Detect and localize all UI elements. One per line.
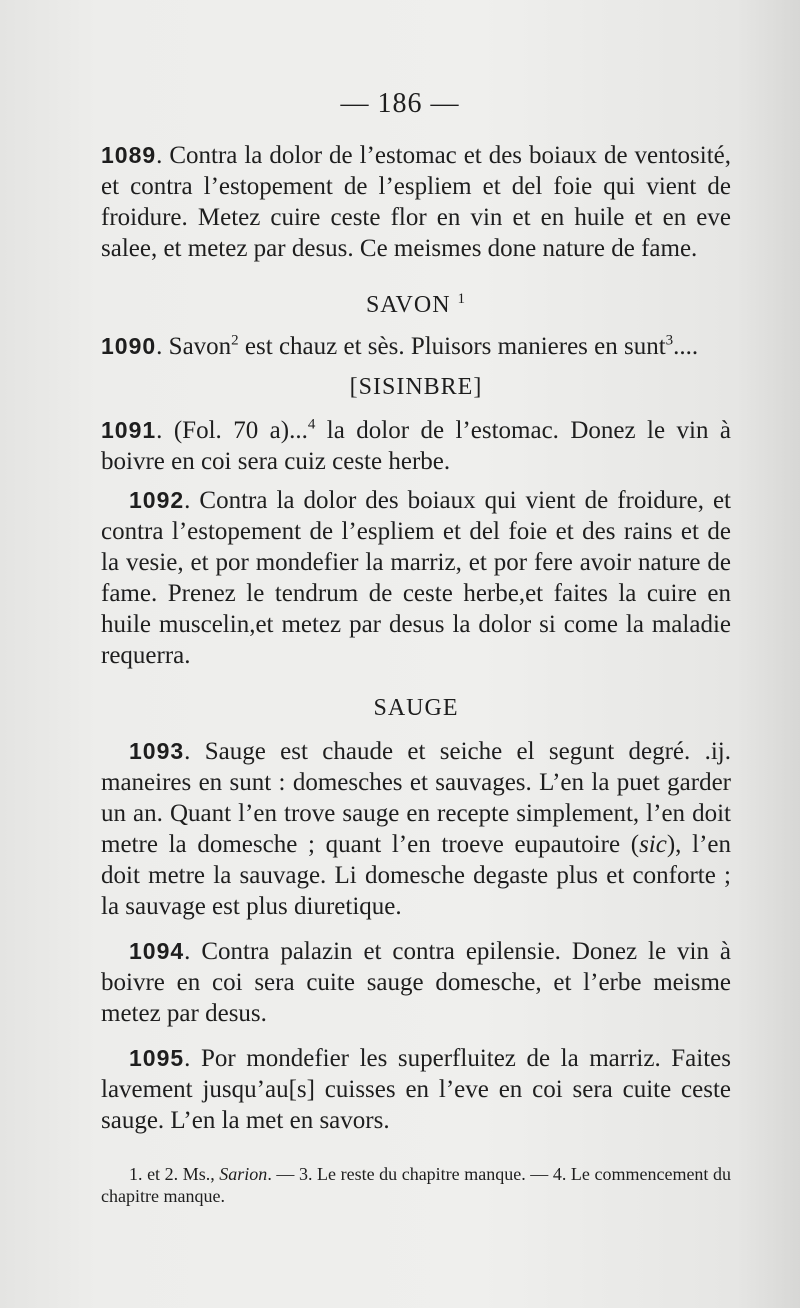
entry-1091 xyxy=(101,415,731,477)
entry-text: ), l’en doit metre la sauvage. Li domesche degaste plus et conforte ; la sauvage est plus diuretique. xyxy=(101,831,731,920)
entry-text: . Por mondefier les superfluitez de la marriz. Faites lavement jusqu’au[s] cuisses en l’eve en coi sera cuite ceste sauge. L’en la met en savors. xyxy=(101,1045,731,1134)
entry-text: . Contra la dolor des boiaux qui vient de froidure, et contra l’estopement de l’espliem et del foie et des rains et de la vesie, et por mondefier la marriz, et por fere avoir nature de fame. Prenez le tendrum de ceste herbe,et faites la cuire en huile muscelin,et metez par desus la dolor si come la maladie requerra. xyxy=(101,487,731,669)
entry-1094 xyxy=(101,936,731,1029)
footnote-part: 1. et 2. Ms., xyxy=(129,1164,220,1184)
section-heading-savon xyxy=(101,290,731,321)
footnote-text xyxy=(101,1163,731,1207)
footnotes xyxy=(101,1163,731,1207)
entry-text: .... xyxy=(673,333,699,360)
entry-1090 xyxy=(101,331,731,362)
entry-number: 1093 xyxy=(129,738,185,764)
section-heading-sisinbre: [SISINBRE] xyxy=(349,374,483,400)
entry-1095 xyxy=(101,1043,731,1136)
entry-number: 1094 xyxy=(129,938,185,964)
entry-text: . (Fol. 70 a)... xyxy=(156,417,308,444)
entry-1092 xyxy=(101,485,731,671)
footnote-part: . — 3. Le reste du chapitre manque. — 4. Le commencement du chapitre manque. xyxy=(101,1164,732,1206)
footnote-marker: 4 xyxy=(307,416,316,433)
main-text xyxy=(101,140,731,1136)
footnote-marker: 1 xyxy=(457,291,467,307)
footnote-marker: 2 xyxy=(231,332,239,349)
entry-number: 1089 xyxy=(101,142,157,168)
entry-text: la dolor de l’estomac. Donez le vin à boivre en coi sera cuiz ceste herbe. xyxy=(101,417,731,475)
entry-text: . Sauge est chaude et seiche el segunt degré. .ij. maneires en sunt : domesches et sauvages. L’en la puet garder un an. Quant l’en trove sauge en recepte simplement, l’en doit metre la domesche ; quant l’en troeve eupautoire ( xyxy=(101,738,731,858)
entry-1089 xyxy=(101,140,731,264)
entry-text: est chauz et sès. Pluisors manieres en sunt xyxy=(238,333,666,360)
entry-1093 xyxy=(101,736,731,922)
entry-number: 1095 xyxy=(129,1045,185,1071)
heading-text: SAVON xyxy=(365,292,451,318)
entry-number: 1090 xyxy=(101,333,157,359)
entry-text: . Contra palazin et contra epilensie. Donez le vin à boivre en coi sera cuite sauge domesche, et l’erbe meisme metez par desus. xyxy=(101,938,731,1027)
entry-number: 1091 xyxy=(101,417,157,443)
footnote-marker: 3 xyxy=(665,332,674,349)
entry-number: 1092 xyxy=(129,487,185,513)
entry-text: . Contra la dolor de l’estomac et des boiaux de ventosité, et contra l’estopement de l’espliem et del foie qui vient de froidure. Metez cuire ceste flor en vin et en huile et en eve salee, et metez par desus. Ce meismes done nature de fame. xyxy=(101,142,731,262)
entry-text: . Savon xyxy=(156,333,232,360)
page-number: — 186 — xyxy=(340,88,460,119)
footnote-italic: Sarion xyxy=(219,1164,268,1184)
section-heading-sauge: SAUGE xyxy=(373,695,459,721)
entry-text-italic: sic xyxy=(639,831,667,858)
